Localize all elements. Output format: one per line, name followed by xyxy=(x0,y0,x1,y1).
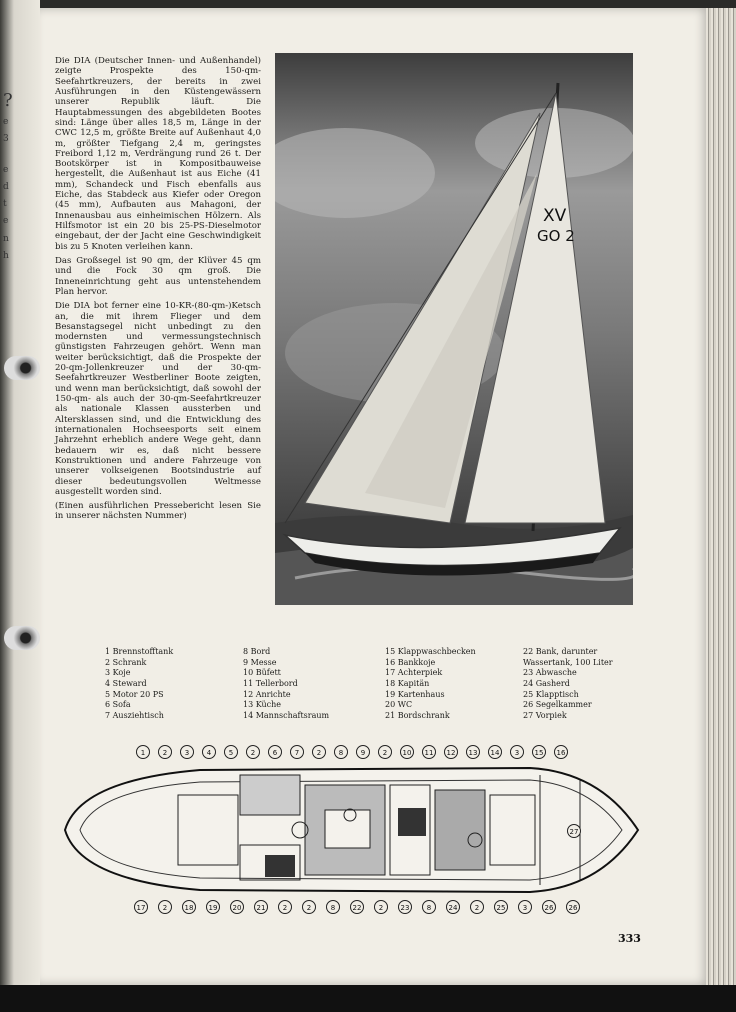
plan-callout: 2 xyxy=(278,900,292,914)
plan-callout: 2 xyxy=(158,900,172,914)
plan-callout: 3 xyxy=(518,900,532,914)
legend-item: 16 Bankkoje xyxy=(385,657,436,667)
binder-ring xyxy=(4,626,40,650)
plan-callout: 10 xyxy=(400,745,414,759)
plan-callout: 2 xyxy=(470,900,484,914)
legend-item: 9 Messe xyxy=(243,657,277,667)
legend-item: 18 Kapitän xyxy=(385,678,430,688)
article-text xyxy=(55,56,261,526)
margin-char: e xyxy=(3,216,9,227)
book-page-stack xyxy=(706,8,736,985)
legend-item: 11 Tellerbord xyxy=(243,678,298,688)
scan-bottom-border xyxy=(0,985,736,1012)
plan-callout: 20 xyxy=(230,900,244,914)
legend-item: 21 Bordschrank xyxy=(385,710,450,720)
plan-callout: 23 xyxy=(398,900,412,914)
plan-callout: 13 xyxy=(466,745,480,759)
legend-item: 27 Vorpiek xyxy=(523,710,567,720)
plan-callout: 7 xyxy=(290,745,304,759)
legend-column-1 xyxy=(105,647,173,721)
margin-char: n xyxy=(3,233,9,244)
plan-callout: 11 xyxy=(422,745,436,759)
plan-callout: 8 xyxy=(422,900,436,914)
legend-column-4 xyxy=(523,647,633,721)
margin-char: h xyxy=(3,250,9,261)
page-number: 333 xyxy=(618,932,641,945)
legend-item: 23 Abwasche xyxy=(523,668,577,678)
legend-item: 4 Steward xyxy=(105,678,147,688)
legend-column-3 xyxy=(385,647,476,721)
deck-plan xyxy=(60,740,660,920)
plan-callout: 2 xyxy=(374,900,388,914)
margin-char: 3 xyxy=(3,134,9,145)
plan-callout: 9 xyxy=(356,745,370,759)
plan-callout: 15 xyxy=(532,745,546,759)
plan-callout: 8 xyxy=(334,745,348,759)
sail-number-top: XV xyxy=(543,206,567,226)
margin-char: e xyxy=(3,165,9,176)
sail-number-bottom: GO 2 xyxy=(537,227,575,245)
plan-callout: 18 xyxy=(182,900,196,914)
plan-callout: 5 xyxy=(224,745,238,759)
yacht-illustration xyxy=(275,53,633,605)
legend-item: 25 Klapptisch xyxy=(523,689,579,699)
legend-item: 12 Anrichte xyxy=(243,689,291,699)
legend-item: 1 Brennstofftank xyxy=(105,647,174,656)
legend-item: 10 Büfett xyxy=(243,668,281,678)
legend-item: 2 Schrank xyxy=(105,657,147,667)
article-paragraph: Die DIA bot ferner eine 10-KR-(80-qm-)Ketsch an, die mit ihrem Flieger und dem Besanstagsegel nicht unbedingt zu den modernsten und vermessungstechnisch günstigsten Fahrzeugen gehört. Wenn man weiter berücksichtigt, daß die Prospekte der 20-qm-Jollenkreuzer und der 30-qm-Seefahrtkreuzer Westberliner Boote zeigten, und wenn man berücksichtigt, daß sowohl der 150-qm- als auch der 30-qm-Seefahrtkreuzer als nationale Klassen aussterben und Altersklassen sind, und die Entwicklung des internationalen Hochseesports seit einem Jahrzehnt erheblich andere Wege geht, dann bedauern wir es, daß nicht bessere Konstruktionen und andere Fahrzeuge von unserer volkseigenen Bootsindustrie auf dieser bedeutungsvollen Weltmesse ausgestellt worden sind. xyxy=(55,301,261,497)
plan-callout: 24 xyxy=(446,900,460,914)
plan-callout: 6 xyxy=(268,745,282,759)
legend-item: 14 Mannschaftsraum xyxy=(243,710,330,720)
plan-callout: 2 xyxy=(158,745,172,759)
plan-callout: 12 xyxy=(444,745,458,759)
plan-callout: 21 xyxy=(254,900,268,914)
binder-ring xyxy=(4,356,40,380)
legend-item: 19 Kartenhaus xyxy=(385,689,445,699)
legend-item: 5 Motor 20 PS xyxy=(105,689,164,699)
legend-item: 22 Bank, darunter Wassertank, 100 Liter xyxy=(523,647,613,667)
legend-item: 6 Sofa xyxy=(105,700,131,710)
plan-callout: 3 xyxy=(180,745,194,759)
legend-item: 20 WC xyxy=(385,700,413,710)
plan-callout: 17 xyxy=(134,900,148,914)
legend-item: 7 Ausziehtisch xyxy=(105,710,164,720)
plan-callout: 22 xyxy=(350,900,364,914)
margin-char: t xyxy=(3,199,7,210)
callout-27: 27 xyxy=(567,824,581,838)
margin-char: d xyxy=(3,182,9,193)
plan-callout: 1 xyxy=(136,745,150,759)
plan-callout: 16 xyxy=(554,745,568,759)
legend-item: 13 Küche xyxy=(243,700,282,710)
margin-char: ? xyxy=(3,90,13,111)
plan-callout: 2 xyxy=(246,745,260,759)
article-paragraph: Das Großsegel ist 90 qm, der Klüver 45 qm und die Fock 30 qm groß. Die Inneneinrichtung geht aus untenstehendem Plan hervor. xyxy=(55,255,261,297)
plan-callout: 25 xyxy=(494,900,508,914)
article-paragraph: Die DIA (Deutscher Innen- und Außenhandel) zeigte Prospekte des 150-qm-Seefahrtkreuzers, der bereits in zwei Ausführungen in den Küstengewässern unserer Republik läuft. Die Hauptabmessungen des abgebildeten Bootes sind: Länge über alles 18,5 m, Länge in der CWC 12,5 m, größte Breite auf Außenhaut 4,0 m, größter Tiefgang 2,4 m, geringstes Freibord 1,12 m, Verdrängung rund 26 t. Der Bootskörper ist in Kompositbauweise hergestellt, die Außenhaut ist aus Eiche (41 mm), Schandeck und Fisch ebenfalls aus Eiche, das Stabdeck aus Kiefer oder Oregon (45 mm), Aufbauten aus Mahagoni, der Innenausbau aus einheimischen Hölzern. Als Hilfsmotor ist ein 20 bis 25-PS-Dieselmotor eingebaut, der der Jacht eine Geschwindigkeit bis zu 5 Knoten verleihen kann. xyxy=(55,56,261,252)
plan-callout: 2 xyxy=(378,745,392,759)
article-paragraph: (Einen ausführlichen Pressebericht lesen Sie in unserer nächsten Nummer) xyxy=(55,501,261,522)
plan-callout: 19 xyxy=(206,900,220,914)
legend-item: 15 Klappwaschbecken xyxy=(385,647,476,656)
legend-item: 3 Koje xyxy=(105,668,131,678)
previous-page-text-fragments xyxy=(3,88,19,265)
plan-callout: 26 xyxy=(566,900,580,914)
plan-callout: 3 xyxy=(510,745,524,759)
plan-callout: 26 xyxy=(542,900,556,914)
sailing-yacht-photo xyxy=(275,53,633,605)
legend-item: 17 Achterpiek xyxy=(385,668,443,678)
plan-callout: 8 xyxy=(326,900,340,914)
plan-callout: 4 xyxy=(202,745,216,759)
legend-column-2 xyxy=(243,647,329,721)
previous-page-edge xyxy=(0,0,40,985)
plan-callout: 2 xyxy=(312,745,326,759)
plan-callout: 2 xyxy=(302,900,316,914)
margin-char: e xyxy=(3,117,9,127)
legend-item: 24 Gasherd xyxy=(523,678,570,688)
plan-callout: 14 xyxy=(488,745,502,759)
legend-item: 26 Segelkammer xyxy=(523,700,592,710)
legend-item: 8 Bord xyxy=(243,647,271,656)
